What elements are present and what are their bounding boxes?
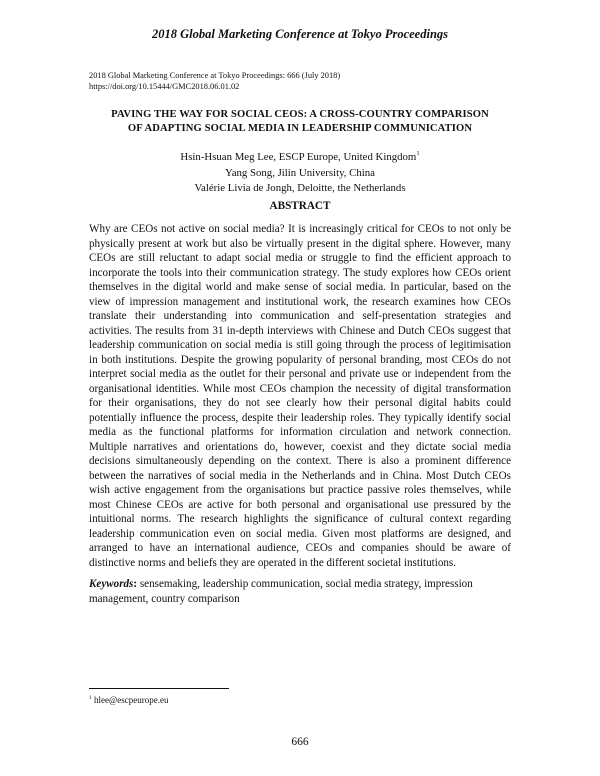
footnote-email: hlee@escpeurope.eu bbox=[91, 695, 169, 705]
citation-line: 2018 Global Marketing Conference at Tokyo Proceedings: 666 (July 2018) bbox=[89, 71, 341, 80]
author-affiliation: Yang Song, Jilin University, China bbox=[225, 166, 375, 179]
keywords-text: sensemaking, leadership communication, social media strategy, impression management, country comparison bbox=[89, 578, 473, 605]
author-line bbox=[70, 166, 530, 182]
keywords-label: Keywords bbox=[89, 578, 134, 590]
page-number: 666 bbox=[291, 736, 309, 748]
running-header: 2018 Global Marketing Conference at Tokyo Proceedings bbox=[151, 27, 449, 41]
author-line bbox=[70, 146, 530, 166]
citation-block bbox=[89, 71, 529, 92]
title-line: OF ADAPTING SOCIAL MEDIA IN LEADERSHIP COMMUNICATION bbox=[127, 123, 473, 134]
author-list bbox=[70, 146, 530, 197]
paper-title bbox=[70, 108, 530, 136]
abstract-heading: ABSTRACT bbox=[269, 200, 331, 212]
footnote-divider bbox=[89, 688, 229, 689]
footnote bbox=[89, 695, 169, 705]
footnote-mark: 1 bbox=[416, 150, 420, 157]
keywords-separator: : bbox=[133, 578, 140, 590]
title-line: PAVING THE WAY FOR SOCIAL CEOS: A CROSS-COUNTRY COMPARISON bbox=[111, 109, 489, 120]
abstract-body: Why are CEOs not active on social media? It is increasingly critical for CEOs to not only be physically present at work but also be virtually present in the digital sphere. However, many CEOs are still reluctant to adapt social media or struggle to find the efficient approach to incorporate the tools into their communication strategy. The study explores how CEOs orient themselves in the digital world and make sense of social media. In particular, based on the view of impression management and institutional work, the research examines how CEOs translate their understanding into communication and self-presentation strategies and activities. The results from 31 in-depth interviews with Chinese and Dutch CEOs suggest that leadership communication on social media is still going through the process of legitimisation in both institutions. Despite the growing popularity of personal branding, most CEOs do not interpret social media as the outlet for their personal and private use or independent from the organisational identities. While most CEOs champion the necessity of digital transformation for their organisations, they do not see clearly how their personal digital habits could potentially influence the process, despite their leadership roles. They typically identify social media as the functional platforms for information circulation and network connection. Multiple narratives and orientations do, however, coexist and they dictate social media decisions simultaneously depending on the context. There is also a prominent difference between the narratives of social media in the Netherlands and in China. Most Dutch CEOs wish active engagement from the organisations but practice passive roles themselves, while most Chinese CEOs are active for both personal and organisational use pressured by the intuitional norms. The research highlights the significance of cultural context regarding leadership communication even on social media. Given most platforms are designed, and arranged to have an international audience, CEOs and companies should be aware of distinctive norms and beliefs they are operated in the different societal institutions. bbox=[89, 223, 511, 569]
author-affiliation: Valérie Livia de Jongh, Deloitte, the Netherlands bbox=[194, 182, 406, 194]
author-affiliation: Hsin-Hsuan Meg Lee, ESCP Europe, United Kingdom bbox=[180, 151, 417, 163]
doi-link[interactable]: https://doi.org/10.15444/GMC2018.06.01.02 bbox=[89, 81, 240, 91]
footnote-mark: 1 bbox=[89, 695, 92, 701]
keywords bbox=[89, 577, 519, 606]
author-line bbox=[70, 181, 530, 197]
